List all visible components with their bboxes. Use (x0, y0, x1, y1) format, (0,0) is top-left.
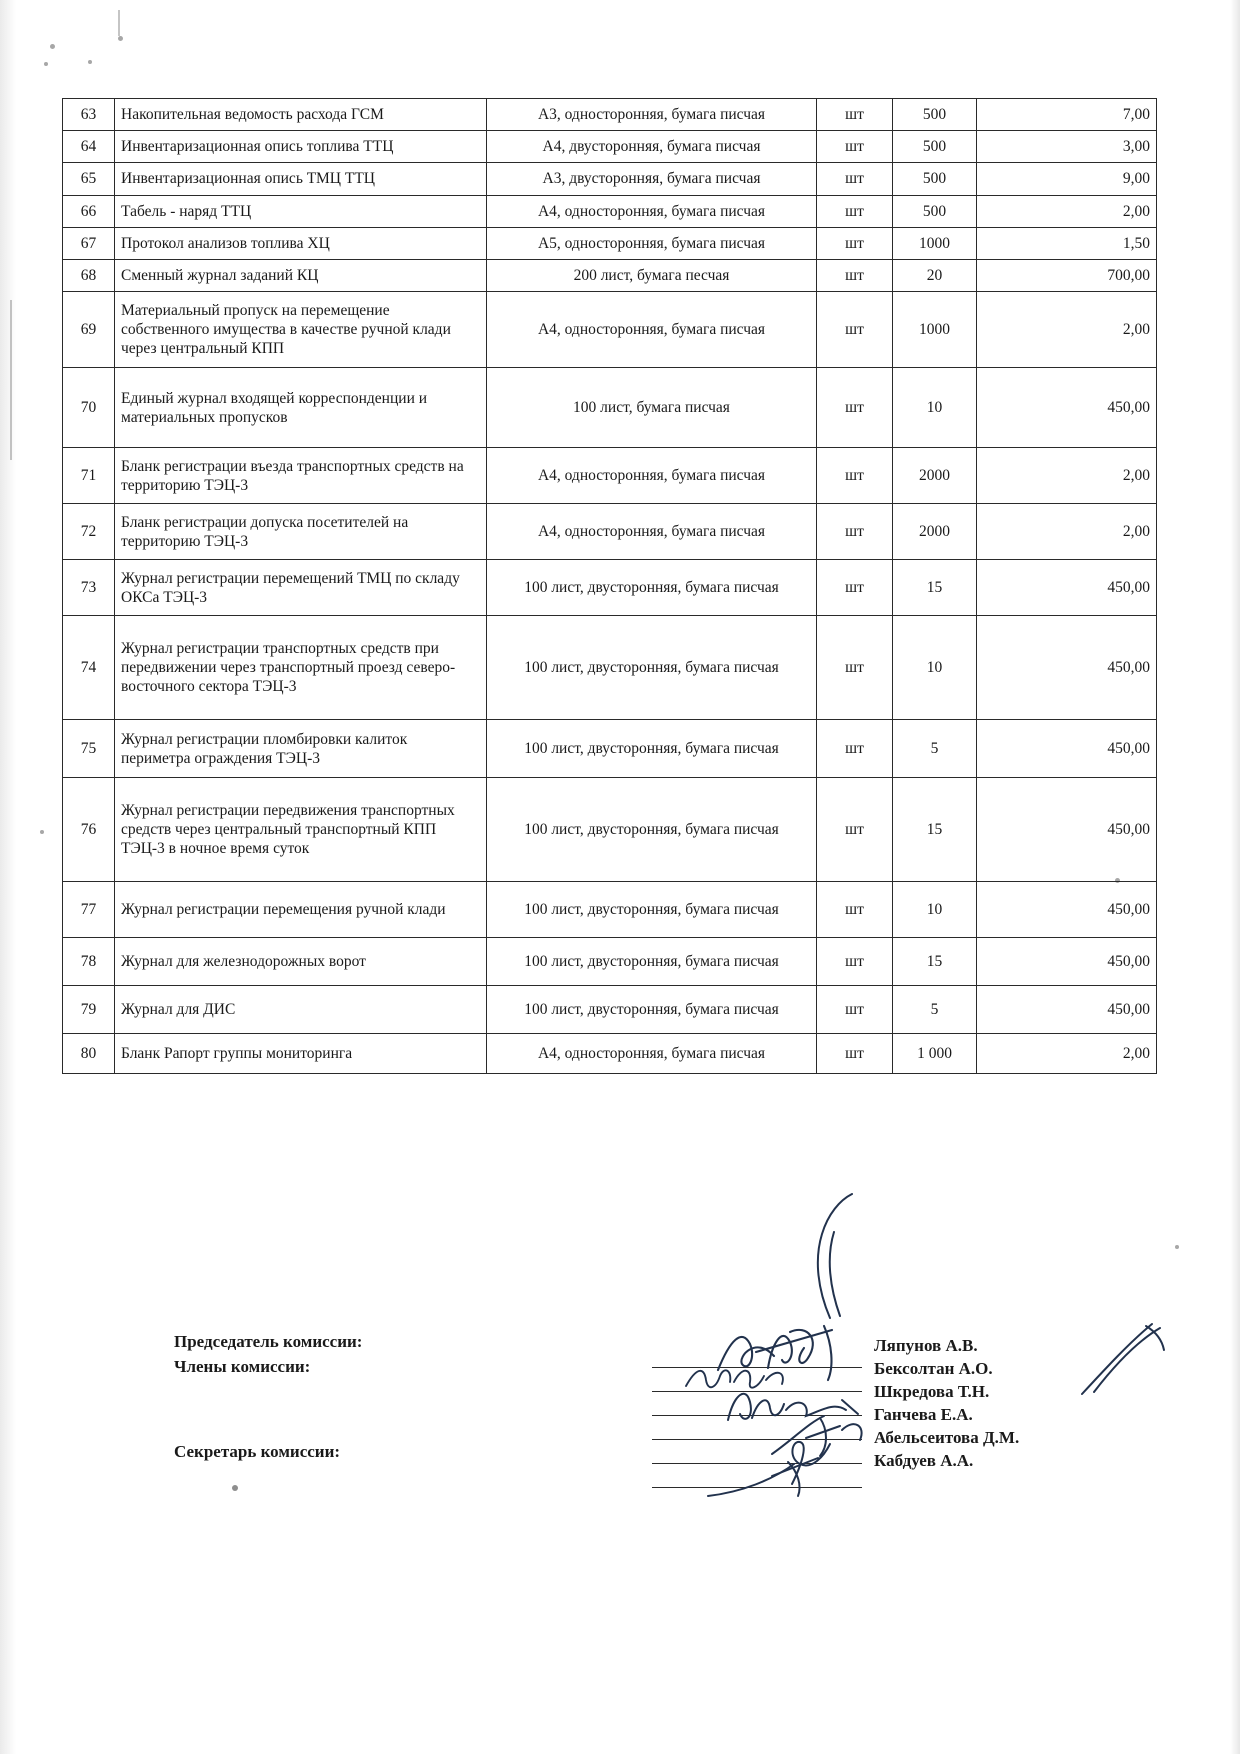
signature-block (62, 1330, 1162, 1540)
cell-num: 71 (63, 448, 115, 504)
cell-spec: 100 лист, двусторонняя, бумага писчая (487, 778, 817, 882)
cell-unit: шт (817, 882, 893, 938)
cell-spec: 100 лист, двусторонняя, бумага писчая (487, 616, 817, 720)
cell-price: 450,00 (977, 560, 1157, 616)
cell-spec: А4, односторонняя, бумага писчая (487, 448, 817, 504)
cell-unit: шт (817, 1034, 893, 1074)
signature-line (652, 1416, 862, 1440)
cell-spec: А4, односторонняя, бумага писчая (487, 504, 817, 560)
table-row (63, 778, 1157, 882)
scan-artifact (50, 44, 55, 49)
cell-spec: А4, двусторонняя, бумага писчая (487, 131, 817, 163)
cell-price: 450,00 (977, 986, 1157, 1034)
ink-mark (800, 1190, 870, 1320)
cell-qty: 2000 (893, 504, 977, 560)
signature-line (652, 1440, 862, 1464)
cell-num: 64 (63, 131, 115, 163)
cell-qty: 1000 (893, 292, 977, 368)
cell-qty: 10 (893, 616, 977, 720)
cell-unit: шт (817, 292, 893, 368)
cell-name: Сменный журнал заданий КЦ (115, 260, 487, 292)
cell-name: Протокол анализов топлива ХЦ (115, 227, 487, 259)
signer-name: Бексолтан А.О. (874, 1359, 993, 1379)
cell-name: Бланк регистрации въезда транспортных средств на территорию ТЭЦ-3 (115, 448, 487, 504)
cell-spec: 100 лист, двусторонняя, бумага писчая (487, 986, 817, 1034)
cell-name: Материальный пропуск на перемещение собственного имущества в качестве ручной клади через центральный КПП (115, 292, 487, 368)
cell-name: Инвентаризационная опись ТМЦ ТТЦ (115, 163, 487, 195)
table-row (63, 131, 1157, 163)
cell-unit: шт (817, 368, 893, 448)
cell-qty: 15 (893, 560, 977, 616)
cell-qty: 15 (893, 938, 977, 986)
cell-num: 75 (63, 720, 115, 778)
page-edge-right (1230, 0, 1240, 1754)
cell-name: Журнал регистрации транспортных средств при передвижении через транспортный проезд северо-восточного сектора ТЭЦ-3 (115, 616, 487, 720)
table-row (63, 720, 1157, 778)
cell-price: 2,00 (977, 195, 1157, 227)
cell-spec: А4, односторонняя, бумага писчая (487, 1034, 817, 1074)
signature-line (652, 1368, 862, 1392)
cell-unit: шт (817, 986, 893, 1034)
cell-spec: 200 лист, бумага песчая (487, 260, 817, 292)
cell-unit: шт (817, 778, 893, 882)
signer-name: Ганчева Е.А. (874, 1405, 973, 1425)
cell-num: 66 (63, 195, 115, 227)
cell-qty: 5 (893, 986, 977, 1034)
table-row (63, 616, 1157, 720)
signer-name: Ляпунов А.В. (874, 1336, 978, 1355)
cell-num: 68 (63, 260, 115, 292)
cell-qty: 1000 (893, 227, 977, 259)
scan-artifact (118, 36, 123, 41)
cell-num: 73 (63, 560, 115, 616)
signature-line (652, 1392, 862, 1416)
table-row (63, 99, 1157, 131)
cell-price: 450,00 (977, 938, 1157, 986)
cell-num: 63 (63, 99, 115, 131)
cell-price: 450,00 (977, 720, 1157, 778)
cell-unit: шт (817, 938, 893, 986)
cell-price: 7,00 (977, 99, 1157, 131)
cell-name: Бланк Рапорт группы мониторинга (115, 1034, 487, 1074)
cell-price: 2,00 (977, 448, 1157, 504)
table-row (63, 260, 1157, 292)
specification-table-container (62, 98, 1156, 1074)
cell-spec: 100 лист, двусторонняя, бумага писчая (487, 720, 817, 778)
table-row (63, 986, 1157, 1034)
cell-price: 2,00 (977, 504, 1157, 560)
specification-table (62, 98, 1157, 1074)
cell-spec: А4, односторонняя, бумага писчая (487, 292, 817, 368)
cell-qty: 1 000 (893, 1034, 977, 1074)
table-row (63, 1034, 1157, 1074)
cell-price: 2,00 (977, 292, 1157, 368)
table-row (63, 938, 1157, 986)
table-body (63, 99, 1157, 1074)
cell-price: 450,00 (977, 882, 1157, 938)
cell-unit: шт (817, 195, 893, 227)
cell-name: Журнал регистрации перемещения ручной клади (115, 882, 487, 938)
signature-roles (174, 1330, 504, 1379)
cell-name: Инвентаризационная опись топлива ТТЦ (115, 131, 487, 163)
scan-artifact (40, 830, 44, 834)
cell-qty: 500 (893, 195, 977, 227)
cell-name: Журнал для ДИС (115, 986, 487, 1034)
cell-spec: А3, односторонняя, бумага писчая (487, 99, 817, 131)
cell-qty: 500 (893, 131, 977, 163)
cell-name: Журнал регистрации перемещений ТМЦ по складу ОКСа ТЭЦ-3 (115, 560, 487, 616)
cell-unit: шт (817, 227, 893, 259)
cell-unit: шт (817, 163, 893, 195)
cell-unit: шт (817, 616, 893, 720)
handwritten-signature (1072, 1320, 1192, 1400)
scan-artifact (10, 300, 12, 460)
table-row (63, 292, 1157, 368)
scan-artifact (44, 62, 48, 66)
cell-name: Единый журнал входящей корреспонденции и материальных пропусков (115, 368, 487, 448)
cell-price: 700,00 (977, 260, 1157, 292)
scan-artifact (118, 10, 120, 36)
cell-unit: шт (817, 720, 893, 778)
table-row (63, 195, 1157, 227)
cell-name: Журнал для железнодорожных ворот (115, 938, 487, 986)
cell-num: 70 (63, 368, 115, 448)
cell-name: Бланк регистрации допуска посетителей на территорию ТЭЦ-3 (115, 504, 487, 560)
cell-num: 67 (63, 227, 115, 259)
cell-unit: шт (817, 260, 893, 292)
cell-unit: шт (817, 131, 893, 163)
signature-names (874, 1334, 1019, 1472)
signature-line (652, 1464, 862, 1488)
cell-price: 450,00 (977, 616, 1157, 720)
cell-price: 1,50 (977, 227, 1157, 259)
scan-artifact (1175, 1245, 1179, 1249)
cell-qty: 500 (893, 163, 977, 195)
role-chairman: Председатель комиссии: (174, 1332, 363, 1351)
cell-num: 65 (63, 163, 115, 195)
role-members: Члены комиссии: (174, 1356, 311, 1376)
cell-qty: 2000 (893, 448, 977, 504)
cell-qty: 10 (893, 882, 977, 938)
cell-name: Журнал регистрации пломбировки калиток периметра ограждения ТЭЦ-3 (115, 720, 487, 778)
cell-name: Журнал регистрации передвижения транспортных средств через центральный транспортный КПП ТЭЦ-3 в ночное время суток (115, 778, 487, 882)
table-row (63, 504, 1157, 560)
cell-price: 450,00 (977, 368, 1157, 448)
table-row (63, 227, 1157, 259)
table-row (63, 368, 1157, 448)
scan-artifact (88, 60, 92, 64)
cell-num: 76 (63, 778, 115, 882)
table-row (63, 882, 1157, 938)
cell-qty: 5 (893, 720, 977, 778)
cell-unit: шт (817, 448, 893, 504)
cell-unit: шт (817, 99, 893, 131)
cell-price: 3,00 (977, 131, 1157, 163)
signer-name: Кабдуев А.А. (874, 1451, 974, 1471)
cell-num: 72 (63, 504, 115, 560)
cell-num: 80 (63, 1034, 115, 1074)
cell-spec: А5, односторонняя, бумага писчая (487, 227, 817, 259)
cell-num: 78 (63, 938, 115, 986)
cell-spec: А3, двусторонняя, бумага писчая (487, 163, 817, 195)
cell-num: 79 (63, 986, 115, 1034)
signer-name: Абельсеитова Д.М. (874, 1428, 1020, 1448)
page-edge-left (0, 0, 16, 1754)
cell-qty: 20 (893, 260, 977, 292)
cell-num: 77 (63, 882, 115, 938)
signature-lines (652, 1344, 862, 1488)
cell-unit: шт (817, 560, 893, 616)
cell-unit: шт (817, 504, 893, 560)
cell-price: 9,00 (977, 163, 1157, 195)
cell-spec: 100 лист, бумага писчая (487, 368, 817, 448)
cell-spec: 100 лист, двусторонняя, бумага писчая (487, 938, 817, 986)
cell-name: Накопительная ведомость расхода ГСМ (115, 99, 487, 131)
table-row (63, 163, 1157, 195)
cell-num: 74 (63, 616, 115, 720)
table-row (63, 448, 1157, 504)
cell-price: 450,00 (977, 778, 1157, 882)
table-row (63, 560, 1157, 616)
cell-num: 69 (63, 292, 115, 368)
cell-qty: 15 (893, 778, 977, 882)
cell-price: 2,00 (977, 1034, 1157, 1074)
cell-name: Табель - наряд ТТЦ (115, 195, 487, 227)
signer-name: Шкредова Т.Н. (874, 1382, 990, 1402)
cell-spec: 100 лист, двусторонняя, бумага писчая (487, 560, 817, 616)
cell-qty: 500 (893, 99, 977, 131)
cell-spec: А4, односторонняя, бумага писчая (487, 195, 817, 227)
cell-spec: 100 лист, двусторонняя, бумага писчая (487, 882, 817, 938)
role-secretary: Секретарь комиссии: (174, 1442, 341, 1461)
signature-line (652, 1344, 862, 1368)
cell-qty: 10 (893, 368, 977, 448)
